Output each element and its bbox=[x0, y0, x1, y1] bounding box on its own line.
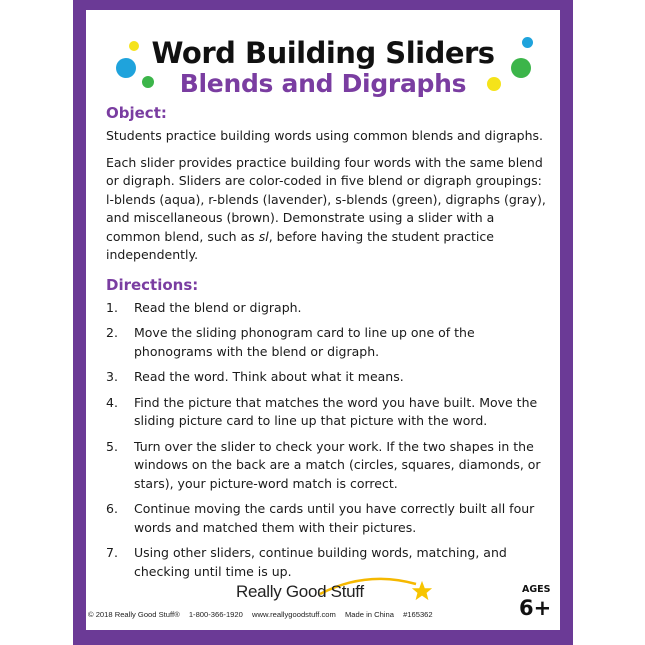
item-number: #165362 bbox=[403, 610, 433, 619]
page-subtitle: Blends and Digraphs bbox=[179, 69, 467, 98]
step-text: Read the blend or digraph. bbox=[134, 299, 302, 315]
page-title: Word Building Sliders bbox=[151, 36, 495, 70]
step-number: 3. bbox=[106, 369, 118, 384]
origin: Made in China bbox=[344, 610, 394, 619]
step-number: 2. bbox=[106, 325, 118, 340]
website: www.reallygoodstuff.com bbox=[251, 610, 336, 619]
list-item bbox=[106, 500, 546, 537]
object-description-text: Each slider provides practice building four words with the same blend or digraph. Sliders are color-coded in five blend or digraph groupings: l-blends (aqua), r-blends (lavender), s-blends (green), digraphs (gray), and miscellaneous (brown). Demonstrate using a slider with a common blend, such as bbox=[106, 154, 546, 244]
step-number: 1. bbox=[106, 299, 118, 315]
card-border bbox=[73, 0, 573, 645]
step-text: Turn over the slider to check your work. If the two shapes in the windows on the back are a match (circles, squares, diamonds, or stars), your picture-word match is correct. bbox=[134, 438, 541, 491]
list-item bbox=[106, 299, 546, 318]
object-description-end: , before having the student practice independently. bbox=[106, 228, 494, 262]
step-text: Move the sliding phonogram card to line up one of the phonograms with the blend or digraph. bbox=[134, 325, 475, 359]
brand-logo: Really Good Stuff bbox=[236, 582, 364, 601]
list-item bbox=[106, 368, 546, 387]
star-icon bbox=[411, 580, 433, 602]
step-text: Read the word. Think about what it means. bbox=[134, 369, 404, 384]
list-item bbox=[106, 324, 546, 361]
ages-value: 6+ bbox=[519, 596, 552, 620]
object-heading: Object: bbox=[106, 104, 167, 122]
step-text: Find the picture that matches the word you have built. Move the sliding picture card to line up that picture with the word. bbox=[134, 394, 538, 428]
step-text: Using other sliders, continue building words, matching, and checking until time is up. bbox=[134, 545, 507, 579]
object-summary: Students practice building words using common blends and digraphs. bbox=[106, 128, 544, 143]
list-item bbox=[106, 438, 546, 494]
list-item bbox=[106, 394, 546, 431]
directions-list bbox=[106, 299, 546, 582]
object-description bbox=[106, 154, 546, 265]
directions-heading: Directions: bbox=[106, 275, 199, 294]
step-number: 4. bbox=[106, 394, 118, 410]
copyright-line bbox=[88, 610, 518, 619]
instructions-content bbox=[106, 103, 546, 588]
example-blend: sl bbox=[258, 228, 269, 244]
step-number: 5. bbox=[106, 438, 118, 454]
step-text: Continue moving the cards until you have correctly built all four words and matched them with their pictures. bbox=[134, 501, 535, 535]
card-panel bbox=[86, 10, 560, 630]
ages-label: AGES bbox=[522, 584, 551, 595]
step-number: 7. bbox=[106, 545, 118, 560]
step-number: 6. bbox=[106, 501, 118, 516]
copyright: © 2018 Really Good Stuff® bbox=[88, 610, 180, 619]
footer bbox=[86, 580, 560, 630]
phone-number: 1-800-366-1920 bbox=[188, 610, 243, 619]
